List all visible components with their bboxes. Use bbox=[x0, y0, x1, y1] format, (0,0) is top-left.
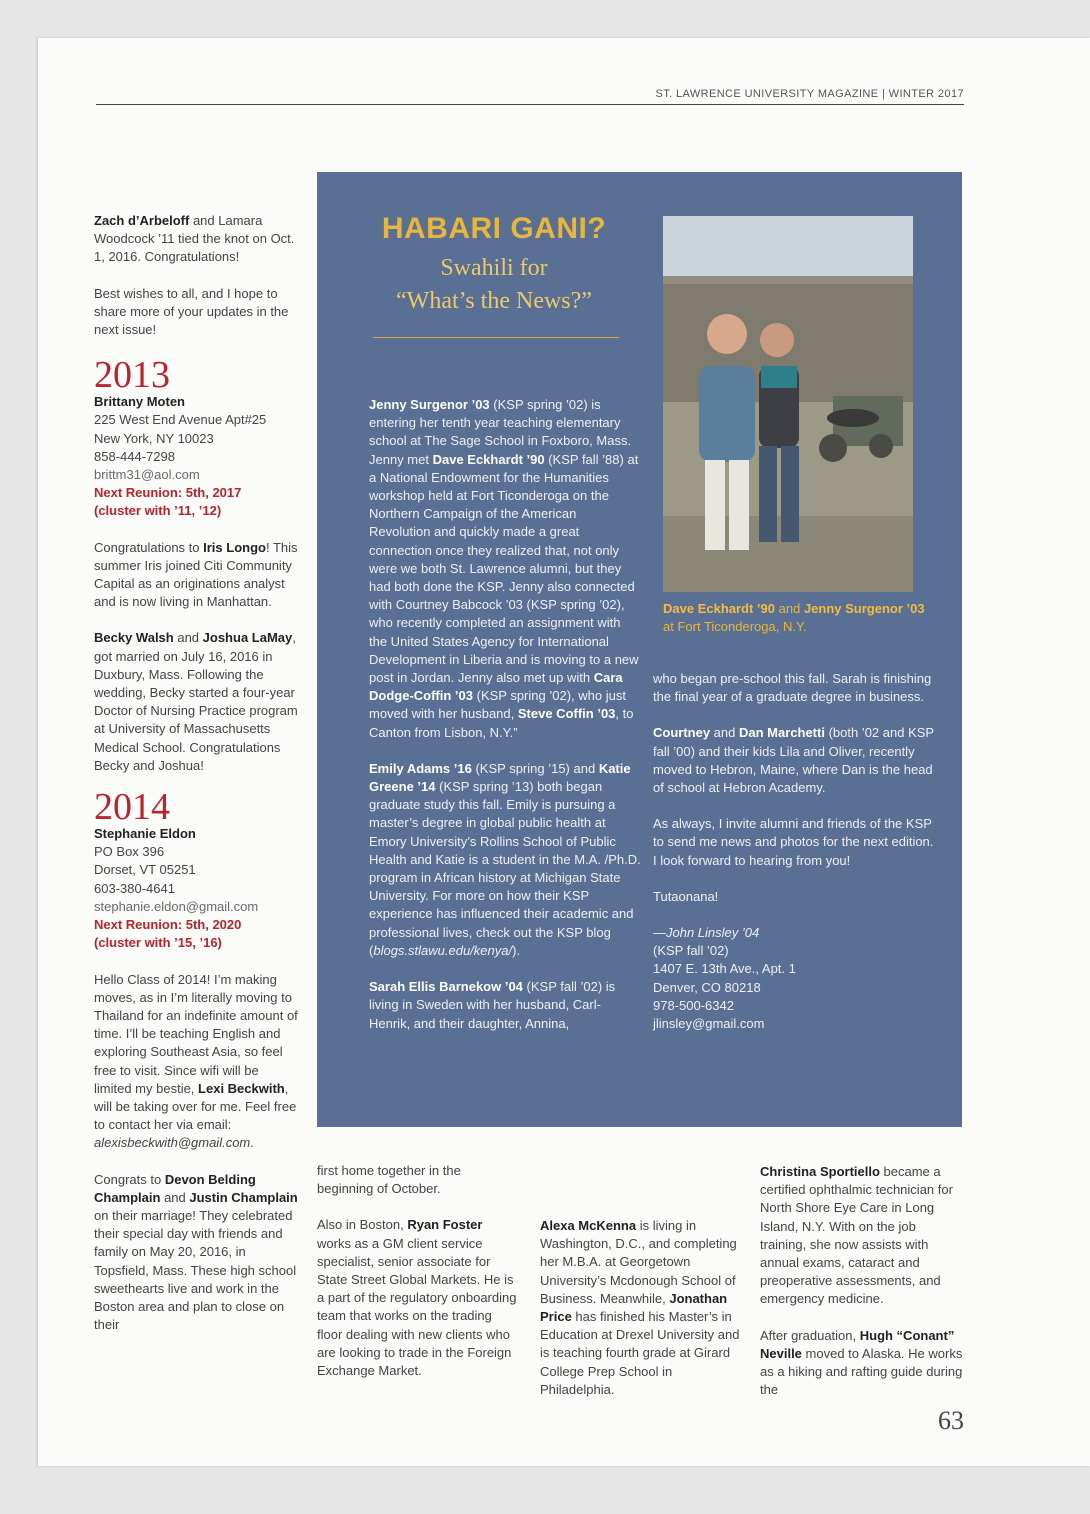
page-number: 63 bbox=[938, 1406, 964, 1435]
correspondent-name: Stephanie Eldon bbox=[94, 826, 196, 842]
note-first-home: first home together in the beginning of October. bbox=[317, 1163, 461, 1197]
note-mckenna-price: Alexa McKenna is living in Washington, D.C., and completing her M.B.A. at Georgetown University’s Mcdonough School of Business. Meanwhile, Jonathan Price has finished his Master’s in Education at Drexel University and is teaching fourth grade at Girard College Prep School in Philadelphia. bbox=[540, 1218, 740, 1397]
sidebar-subtitle: Swahili for “What’s the News?” bbox=[396, 255, 592, 314]
year-heading-2014: 2014 bbox=[94, 786, 170, 829]
note-best-wishes: Best wishes to all, and I hope to share more of your updates in the next issue! bbox=[94, 285, 289, 338]
note-barnekow-cont: who began pre-school this fall. Sarah is finishing the final year of a graduate degree in business. bbox=[653, 671, 932, 705]
photo-caption: Dave Eckhardt ’90 and Jenny Surgenor ’03 at Fort Ticonderoga, N.Y. bbox=[663, 601, 925, 634]
correspondent-2013: Brittany Moten 225 West End Avenue Apt#25 New York, NY 10023 858-444-7298 brittm31@aol.com Next Reunion: 5th, 2017 (cluster with ’11, ’12) bbox=[94, 394, 267, 519]
note-surgenor: Jenny Surgenor ’03 (KSP spring ’02) is entering her tenth year teaching elementary school at The Sage School in Foxboro, Mass. Jenny met Dave Eckhardt ’90 (KSP fall ’88) at a National Endowment for the Humanities workshop held at Fort Ticonderoga on the Northern Campaign of the American Revolution and quickly made a great connection once they realized that, not only were we both St. Lawrence alumni, but they had both done the KSP. Jenny also connected with Courtney Babcock ’03 (KSP spring ’02), who recently completed an assignment with the United States Agency for International Development in Liberia and is moving to a new post in Jordan. Jenny also met up with Cara Dodge-Coffin ’03 (KSP spring ’02), who just moved with her husband, Steve Coffin ’03, to Canton from Lisbon, N.Y.” bbox=[369, 397, 639, 740]
note-walsh: Becky Walsh and Joshua LaMay, got married on July 16, 2016 in Duxbury, Mass. Following the wedding, Becky started a four-year Doctor of Nursing Practice program at University of Massachusetts Medical School. Congratulations Becky and Joshua! bbox=[94, 630, 298, 773]
header-rule bbox=[96, 104, 964, 105]
reunion-note: Next Reunion: 5th, 2020 bbox=[94, 917, 242, 933]
correspondent-2014: Stephanie Eldon PO Box 396 Dorset, VT 05251 603-380-4641 stephanie.eldon@gmail.com Next Reunion: 5th, 2020 (cluster with ’15, ’16) bbox=[94, 826, 259, 951]
note-neville: After graduation, Hugh “Conant” Neville moved to Alaska. He works as a hiking and rafting guide during the bbox=[760, 1327, 963, 1398]
year-heading-2013: 2013 bbox=[94, 354, 170, 397]
bottom-column-3 bbox=[540, 1217, 742, 1417]
note-arbeloff: Zach d’Arbeloff and Lamara Woodcock ’11 tied the knot on Oct. 1, 2016. Congratulations! bbox=[94, 213, 295, 265]
bottom-column-4 bbox=[760, 1163, 964, 1417]
note-invite: As always, I invite alumni and friends of the KSP to send me news and photos for the next edition. I look forward to hearing from you! bbox=[653, 816, 934, 868]
sidebar-correspondent: —John Linsley ’04 (KSP fall ’02) 1407 E. 13th Ave., Apt. 1 Denver, CO 80218 978-500-6342 jlinsley@gmail.com bbox=[653, 925, 796, 1032]
note-sportiello: Christina Sportiello became a certified ophthalmic technician for North Shore Eye Care in Long Island, N.Y. With on the job training, she now assists with annual exams, cataract and preoperative assessments, and emergency medicine. bbox=[760, 1164, 953, 1307]
sidebar-right-column bbox=[653, 670, 935, 1033]
email-link[interactable]: brittm31@aol.com bbox=[94, 467, 200, 483]
note-signoff: Tutaonana! bbox=[653, 888, 719, 904]
photo-eckhardt-surgenor bbox=[663, 216, 913, 592]
note-hello-2014: Hello Class of 2014! I’m making moves, as in I’m literally moving to Thailand for an indefinite amount of time. I’ll be teaching English and exploring Southeast Asia, so feel free to visit. Since wifi will be limited my bestie, Lexi Beckwith, will be taking over for me. Feel free to contact her via email: alexisbeckwith@gmail.com. bbox=[94, 971, 298, 1151]
blog-link[interactable]: blogs.stlawu.edu/kenya/ bbox=[373, 942, 513, 958]
running-header: ST. LAWRENCE UNIVERSITY MAGAZINE | WINTER 2017 bbox=[655, 88, 964, 100]
left-column bbox=[94, 212, 298, 1352]
sidebar-title: HABARI GANI? bbox=[381, 212, 607, 245]
reunion-note: Next Reunion: 5th, 2017 bbox=[94, 485, 242, 501]
note-champlain: Congrats to Devon Belding Champlain and Justin Champlain on their marriage! They celebrated their special day with friends and family on May 20, 2016, in Topsfield, Mass. These high school sweethearts live and work in the Boston area and plan to close on their bbox=[94, 1171, 298, 1333]
note-adams-greene: Emily Adams ’16 (KSP spring ’15) and Katie Greene ’14 (KSP spring ’13) both began graduate study this fall. Emily is pursuing a master’s degree in global public health at Emory University’s Rollins School of Public Health and Katie is a student in the M.A. /Ph.D. program in African history at Michigan State University. For more on how their KSP experience has influenced their academic and professional lives, check out the KSP blog (blogs.stlawu.edu/kenya/). bbox=[369, 760, 641, 958]
email-link[interactable]: jlinsley@gmail.com bbox=[653, 1016, 765, 1032]
note-longo: Congratulations to Iris Longo! This summer Iris joined Citi Community Capital as an originations analyst and is now living in Manhattan. bbox=[94, 539, 298, 610]
note-marchetti: Courtney and Dan Marchetti (both ’02 and KSP fall ’00) and their kids Lila and Oliver, recently moved to Hebron, Maine, where Dan is the head of school at Hebron Academy. bbox=[653, 725, 934, 796]
photo-illustration bbox=[663, 216, 913, 592]
note-foster: Also in Boston, Ryan Foster works as a GM client service specialist, senior associate for State Street Global Markets. He is a part of the regulatory onboarding team that works on the trading floor dealing with new clients who are looking to trade in the Foreign Exchange Market. bbox=[317, 1217, 517, 1379]
note-barnekow: Sarah Ellis Barnekow ’04 (KSP fall ’02) is living in Sweden with her husband, Carl-Henrik, and their daughter, Annina, bbox=[369, 979, 616, 1031]
sidebar-title-rule bbox=[373, 337, 619, 338]
correspondent-name: Brittany Moten bbox=[94, 394, 185, 410]
bottom-column-2 bbox=[317, 1162, 517, 1398]
email-link[interactable]: alexisbeckwith@gmail.com bbox=[94, 1135, 251, 1151]
email-link[interactable]: stephanie.eldon@gmail.com bbox=[94, 898, 259, 914]
ksp-sidebar-box bbox=[317, 172, 962, 1127]
sidebar-left-column bbox=[369, 396, 641, 1051]
